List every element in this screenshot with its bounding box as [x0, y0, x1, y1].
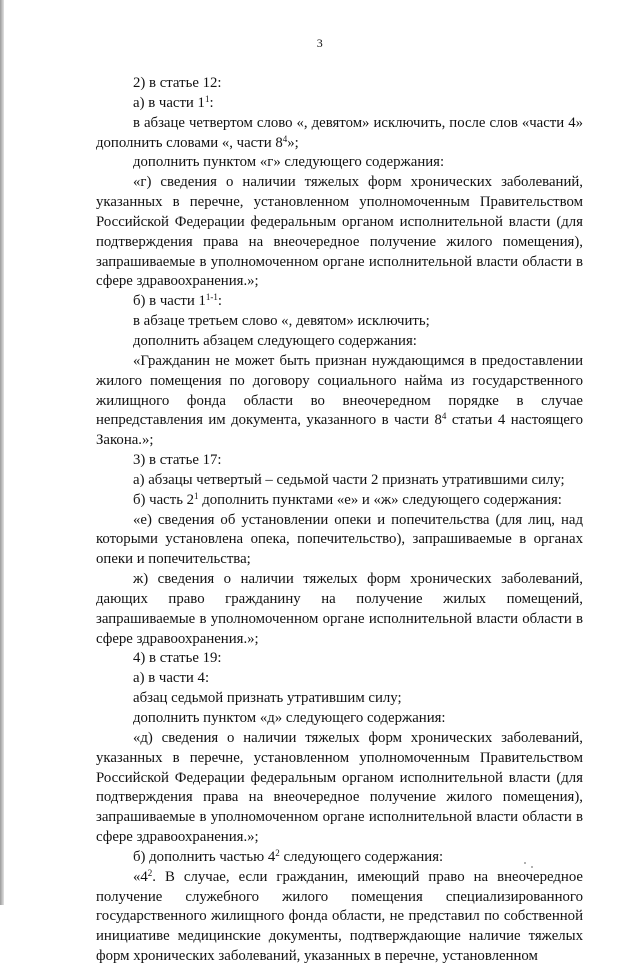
- paragraph-p16: а) в части 4:: [133, 670, 210, 687]
- paragraph-p17: абзац седьмой признать утратившим силу;: [133, 690, 402, 707]
- paragraph-p08: дополнить абзацем следующего содержания:: [133, 332, 417, 349]
- paragraph-p19: «д) сведения о наличии тяжелых форм хронических заболеваний, указанных в перечне, установленном уполномоченным Правительством Российской Федерации федеральным органом исполнительной власти (для подтверждения права на внеочередное получение жилого помещения), запрашиваемые в уполномоченном органе исполнительной власти области в сфере здравоохранения.»;: [96, 729, 583, 846]
- paragraph-p15: 4) в статье 19:: [133, 650, 222, 667]
- paragraph-p03: в абзаце четвертом слово «, девятом» исключить, после слов «части 4» дополнить словами «, части $8^4$»;: [96, 114, 583, 151]
- page-scan-edge: [0, 0, 4, 905]
- scan-speck: [531, 866, 533, 868]
- paragraph-p09: «Гражданин не может быть признан нуждающимся в предоставлении жилого помещения по договору социального найма из государственного жилищного фонда области во внеочередном порядке в случае непредставления им документа, указанного в части $8^4$ статьи 4 настоящего Закона.»;: [96, 352, 583, 449]
- paragraph-p12: б) часть $2^1$ дополнить пунктами «е» и «ж» следующего содержания:: [133, 490, 562, 508]
- scan-speck: [524, 862, 526, 864]
- paragraph-p06: б) в части 1$^{1-1}$:: [133, 292, 223, 310]
- paragraph-p07: в абзаце третьем слово «, девятом» исключить;: [133, 313, 430, 330]
- paragraph-p21: «$4^2$. В случае, если гражданин, имеющий право на внеочередное получение служебного жилого помещения специализированного государственного жилищного фонда области, не представил по собственной инициативе медицинские документы, подтверждающие наличие тяжелых форм хронических заболеваний, указанных в перечне, установленном: [96, 867, 583, 965]
- paragraph-p14: ж) сведения о наличии тяжелых форм хронических заболеваний, дающих право гражданину на получение жилых помещений, запрашиваемые в уполномоченном органе исполнительной власти области в сфере здравоохранения.»;: [96, 571, 583, 647]
- paragraph-p01: 2) в статье 12:: [133, 75, 222, 91]
- document-body: [96, 74, 583, 967]
- paragraph-p02: а) в части $1^1$:: [133, 93, 214, 111]
- paragraph-p20: б) дополнить частью $4^2$ следующего содержания:: [133, 847, 444, 865]
- paragraph-p04: дополнить пунктом «г» следующего содержания:: [133, 154, 445, 171]
- paragraph-p18: дополнить пунктом «д» следующего содержания:: [133, 710, 446, 726]
- paragraph-p05: «г) сведения о наличии тяжелых форм хронических заболеваний, указанных в перечне, установленном уполномоченным Правительством Российской Федерации федеральным органом исполнительной власти (для подтверждения права на внеочередное получение жилого помещения), запрашиваемые в уполномоченном органе исполнительной власти области в сфере здравоохранения.»;: [96, 174, 583, 290]
- page-number: 3: [316, 36, 324, 50]
- paragraph-p10: 3) в статье 17:: [133, 452, 222, 469]
- paragraph-p13: «е) сведения об установлении опеки и попечительства (для лиц, над которыми установлена опека, попечительство), запрашиваемые в органах опеки и попечительства;: [96, 511, 583, 568]
- paragraph-p11: а) абзацы четвертый – седьмой части 2 признать утратившими силу;: [133, 471, 565, 488]
